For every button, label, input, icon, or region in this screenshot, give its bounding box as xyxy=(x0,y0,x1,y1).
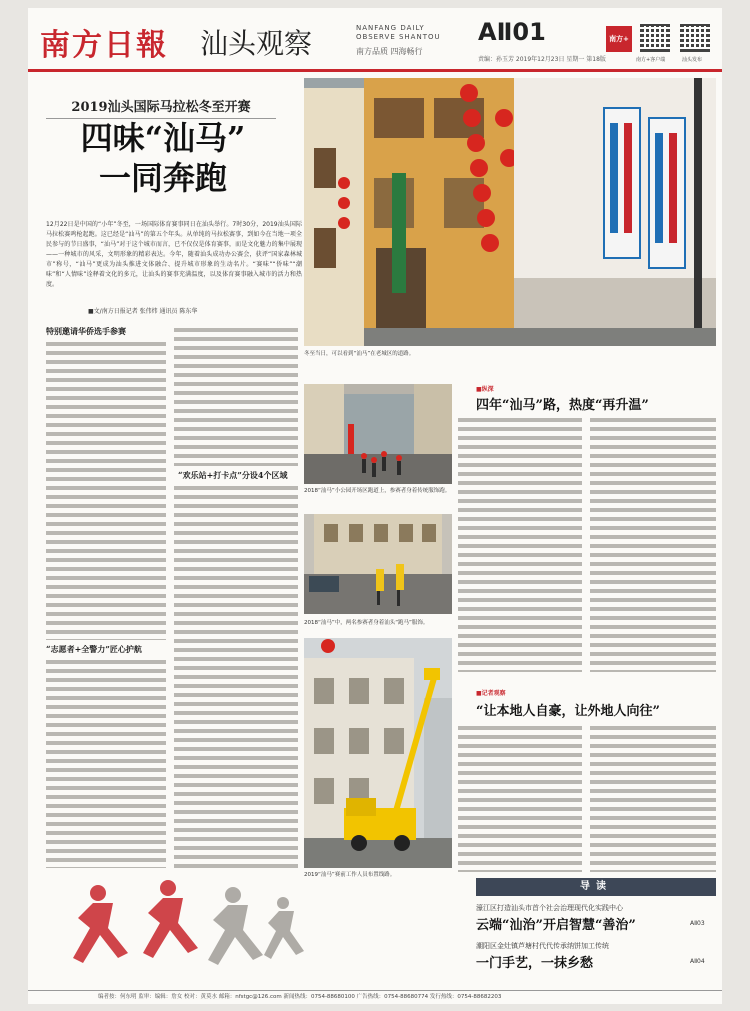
story2-headline: “让本地人自豪，让外地人向往” xyxy=(476,704,660,719)
qr-code-icon xyxy=(640,22,670,52)
masthead xyxy=(28,8,722,72)
col2-text-a xyxy=(174,326,298,466)
qr-code-icon xyxy=(680,22,710,52)
crane-photo-caption: 2019“汕马”赛前工作人员布置线路。 xyxy=(304,872,396,878)
story2-tag: ■记者观察 xyxy=(476,690,506,697)
guide-item2-page: AⅡ04 xyxy=(690,958,705,965)
runner-silhouettes-decoration xyxy=(58,873,308,978)
guide-bar: 导读 xyxy=(476,878,716,896)
guide-item2-title[interactable]: 一门手艺，一抹乡愁 xyxy=(476,956,594,971)
story2-col-b xyxy=(590,724,716,872)
lead-headline xyxy=(58,118,268,198)
col1-subhead-2: “志愿者+全警力”匠心护航 xyxy=(46,644,142,654)
story1-headline: 四年“汕马”路，热度“再升温” xyxy=(476,398,649,413)
footer-info: 编者按：何东明 监审：编辑：詹女 校对：黄莫水 邮箱：nfstgc@126.com 新闻热线：0754-88680100 广告热线：0754-88680774 发行热线：0754-88682203 xyxy=(28,990,722,1004)
english-line-1: NANFANG DAILY xyxy=(356,24,425,32)
section-title: 汕头观察 xyxy=(200,27,313,60)
english-name xyxy=(356,24,441,42)
race-photo-1 xyxy=(304,384,452,484)
story1-col-a xyxy=(458,416,582,672)
col2-text-b xyxy=(174,484,298,868)
race-photo-1-caption: 2018“汕马”小公园开场区跑道上，参赛者身着传统服饰跑。 xyxy=(304,488,451,494)
slogan: 南方品质 四海畅行 xyxy=(356,47,423,56)
race-photo-2-caption: 2018“汕马”中，两名参赛者身着汕头“跑马”服饰。 xyxy=(304,620,429,626)
col1-subhead-1: 特别邀请华侨选手参赛 xyxy=(46,326,126,336)
edition-number: AⅡ01 xyxy=(478,18,546,46)
story1-col-b xyxy=(590,416,716,672)
guide-item1-page: AⅡ03 xyxy=(690,920,705,927)
col1-text-a xyxy=(46,340,166,640)
crane-photo xyxy=(304,638,452,868)
qr2-label: 汕头发布 xyxy=(682,57,703,63)
qr1-label: 南方+客户端 xyxy=(636,57,666,63)
col2-subhead-1: “欢乐站+打卡点”分设4个区域 xyxy=(178,470,288,480)
guide-item1-sub[interactable]: 濠江区打造汕头市首个社会治理现代化实践中心 xyxy=(476,904,623,912)
lead-kicker: 2019汕头国际马拉松冬至开赛 xyxy=(46,96,276,119)
newspaper-page xyxy=(28,8,722,1004)
nanfang-plus-badge: 南方+ xyxy=(606,26,632,52)
guide-item2-sub[interactable]: 潮阳区金灶镇芦塘村代代传承纳饼加工传统 xyxy=(476,942,609,950)
headline-line-1: 四味“汕马” xyxy=(80,119,246,157)
byline: ■文/南方日报记者 张伟炜 通讯员 陈东华 xyxy=(88,308,198,315)
headline-line-2: 一同奔跑 xyxy=(98,159,227,197)
guide-item1-title[interactable]: 云端“汕治”开启智慧“善治” xyxy=(476,918,636,933)
lead-paragraph: 12月22日是中国的“小年”冬至，一场国际体育赛事同日在汕头举行。7时30分，2019汕头国际马拉松赛鸣枪起跑。这已经是“汕马”的第五个年头。从单纯的马拉松赛事，到如今在当地一项全民参与的节日盛事，“汕马”对于这个城市而言，已不仅仅是体育赛事，而是文化魅力的集中展现——一种城市的风采，文明形象的精彩表达。今年，随着汕头成功办公赛会，获评“国家森林城市”称号，“汕马”更成为汕头推进文体融合、提升城市形象的生动名片。“赛味”“侨味”“潮味”和“人情味”诠释着文化的多元，让汕头的赛事充满温度，以及体育赛事融入城市的活力和热度。 xyxy=(46,221,302,288)
col1-text-b xyxy=(46,658,166,868)
main-photo xyxy=(304,78,716,346)
story1-tag: ■纵深 xyxy=(476,386,494,393)
english-line-2: OBSERVE SHANTOU xyxy=(356,33,441,41)
race-photo-2 xyxy=(304,514,452,614)
paper-logo: 南方日報 xyxy=(40,28,168,63)
main-photo-caption: 冬至当日，可以看到“汕马”在老城区的道路。 xyxy=(304,351,415,357)
story2-col-a xyxy=(458,724,582,872)
edition-meta: 责编：孙玉芳 2019年12月23日 星期一 第18版 xyxy=(478,56,606,63)
